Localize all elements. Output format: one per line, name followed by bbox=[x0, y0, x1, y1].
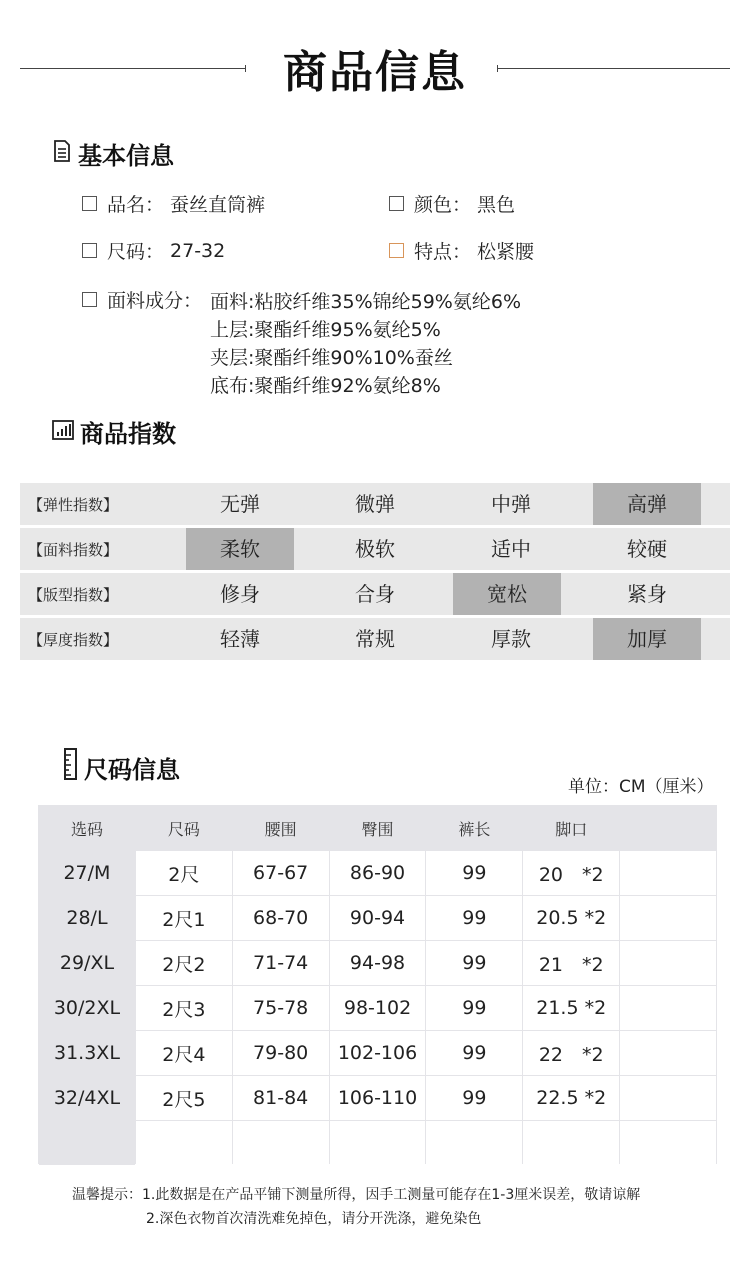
fabric-line: 夹层:聚酯纤维90%10%蚕丝 bbox=[210, 347, 453, 369]
table-cell: 28/L bbox=[39, 896, 135, 940]
table-cell bbox=[620, 1031, 716, 1075]
checkbox-icon bbox=[82, 243, 97, 258]
size-header-row bbox=[39, 806, 716, 850]
table-cell bbox=[233, 1121, 329, 1165]
feature-field bbox=[389, 237, 534, 264]
table-cell bbox=[426, 1121, 522, 1165]
fabric-line: 面料:粘胶纤维35%锦纶59%氨纶6% bbox=[210, 291, 522, 313]
header-cell bbox=[620, 806, 716, 850]
table-cell: 2尺5 bbox=[136, 1076, 232, 1120]
index-option: 微弹 bbox=[355, 492, 395, 516]
header-cell: 裤长 bbox=[426, 806, 522, 850]
basic-info-heading bbox=[52, 136, 174, 171]
table-cell bbox=[330, 1121, 426, 1165]
table-row bbox=[39, 896, 716, 940]
color-label: 颜色： bbox=[414, 194, 472, 216]
table-cell bbox=[523, 1121, 619, 1165]
table-cell: 99 bbox=[426, 851, 522, 895]
table-cell: 22 *2 bbox=[523, 1031, 619, 1075]
index-option: 无弹 bbox=[220, 492, 260, 516]
table-cell bbox=[39, 1121, 135, 1165]
index-option: 轻薄 bbox=[220, 627, 260, 651]
basic-info-title: 基本信息 bbox=[78, 142, 174, 170]
color-value: 黑色 bbox=[477, 194, 516, 216]
table-cell: 20 *2 bbox=[523, 851, 619, 895]
index-option-selected: 高弹 bbox=[593, 483, 701, 525]
row-label: 【版型指数】 bbox=[28, 586, 119, 604]
table-cell bbox=[620, 896, 716, 940]
table-cell bbox=[620, 851, 716, 895]
header-divider-right bbox=[497, 68, 730, 69]
index-option: 适中 bbox=[491, 537, 531, 561]
table-cell: 99 bbox=[426, 1031, 522, 1075]
bar-chart-icon bbox=[52, 418, 74, 446]
table-cell: 22.5 *2 bbox=[523, 1076, 619, 1120]
fit-row bbox=[20, 573, 730, 615]
table-cell: 29/XL bbox=[39, 941, 135, 985]
table-cell: 81-84 bbox=[233, 1076, 329, 1120]
table-cell: 2尺4 bbox=[136, 1031, 232, 1075]
row-label: 【弹性指数】 bbox=[28, 496, 119, 514]
table-cell: 90-94 bbox=[330, 896, 426, 940]
table-cell bbox=[620, 1121, 716, 1165]
index-option: 修身 bbox=[220, 582, 260, 606]
table-row bbox=[39, 986, 716, 1030]
index-option: 厚款 bbox=[491, 627, 531, 651]
table-cell: 20.5 *2 bbox=[523, 896, 619, 940]
header-cell: 尺码 bbox=[136, 806, 232, 850]
row-label: 【面料指数】 bbox=[28, 541, 119, 559]
table-cell: 2尺1 bbox=[136, 896, 232, 940]
page-header bbox=[0, 30, 750, 110]
index-option-selected: 加厚 bbox=[593, 618, 701, 660]
table-cell bbox=[136, 1121, 232, 1165]
table-cell: 99 bbox=[426, 896, 522, 940]
table-cell: 106-110 bbox=[330, 1076, 426, 1120]
table-cell: 21.5 *2 bbox=[523, 986, 619, 1030]
product-name-field bbox=[82, 190, 265, 217]
header-cell: 腰围 bbox=[233, 806, 329, 850]
color-field bbox=[389, 190, 515, 217]
table-cell: 99 bbox=[426, 941, 522, 985]
index-heading bbox=[52, 414, 176, 449]
size-heading bbox=[64, 748, 180, 786]
size-value: 27-32 bbox=[170, 239, 226, 262]
row-label: 【厚度指数】 bbox=[28, 631, 119, 649]
fabric-field bbox=[82, 286, 208, 313]
tip-line-1: 温馨提示：1.此数据是在产品平铺下测量所得，因手工测量可能存在1-3厘米误差，敬请谅解 bbox=[72, 1187, 641, 1203]
index-option: 极软 bbox=[355, 537, 395, 561]
elasticity-row bbox=[20, 483, 730, 525]
table-cell: 21 *2 bbox=[523, 941, 619, 985]
checkbox-icon bbox=[82, 292, 97, 307]
table-cell: 31.3XL bbox=[39, 1031, 135, 1075]
product-name-label: 品名： bbox=[107, 194, 165, 216]
feature-label: 特点： bbox=[414, 241, 472, 263]
index-option: 紧身 bbox=[627, 582, 667, 606]
index-option-selected: 宽松 bbox=[453, 573, 561, 615]
thickness-row bbox=[20, 618, 730, 660]
page-title: 商品信息 bbox=[283, 47, 467, 98]
table-cell: 71-74 bbox=[233, 941, 329, 985]
size-field bbox=[82, 237, 225, 264]
fabric-composition bbox=[210, 288, 521, 400]
document-icon bbox=[52, 140, 72, 168]
table-row bbox=[39, 851, 716, 895]
fabric-line: 底布:聚酯纤维92%氨纶8% bbox=[210, 375, 441, 397]
table-cell bbox=[620, 1076, 716, 1120]
unit-label: 单位：CM（厘米） bbox=[568, 777, 714, 797]
table-cell: 67-67 bbox=[233, 851, 329, 895]
index-option: 中弹 bbox=[491, 492, 531, 516]
index-option: 较硬 bbox=[627, 537, 667, 561]
feature-value: 松紧腰 bbox=[477, 241, 535, 263]
size-table-container bbox=[38, 805, 717, 1164]
index-option-selected: 柔软 bbox=[186, 528, 294, 570]
product-name-value: 蚕丝直筒裤 bbox=[170, 194, 266, 216]
index-title: 商品指数 bbox=[80, 420, 176, 448]
table-cell: 79-80 bbox=[233, 1031, 329, 1075]
table-cell: 75-78 bbox=[233, 986, 329, 1030]
fabric-row bbox=[20, 528, 730, 570]
size-table bbox=[38, 805, 717, 1166]
table-cell: 99 bbox=[426, 986, 522, 1030]
table-cell: 27/M bbox=[39, 851, 135, 895]
header-cell: 臀围 bbox=[330, 806, 426, 850]
header-cell: 选码 bbox=[39, 806, 135, 850]
tip-line-2: 2.深色衣物首次清洗难免掉色，请分开洗涤，避免染色 bbox=[146, 1211, 482, 1227]
index-option: 常规 bbox=[355, 627, 395, 651]
fabric-line: 上层:聚酯纤维95%氨纶5% bbox=[210, 319, 441, 341]
index-table bbox=[20, 483, 730, 663]
checkbox-icon bbox=[389, 243, 404, 258]
ruler-icon bbox=[64, 748, 78, 786]
table-cell: 94-98 bbox=[330, 941, 426, 985]
table-cell bbox=[620, 986, 716, 1030]
size-title: 尺码信息 bbox=[84, 755, 180, 784]
checkbox-icon bbox=[389, 196, 404, 211]
checkbox-icon bbox=[82, 196, 97, 211]
table-cell: 2尺2 bbox=[136, 941, 232, 985]
table-cell: 2尺3 bbox=[136, 986, 232, 1030]
table-cell: 30/2XL bbox=[39, 986, 135, 1030]
table-row bbox=[39, 941, 716, 985]
table-cell: 32/4XL bbox=[39, 1076, 135, 1120]
table-cell: 68-70 bbox=[233, 896, 329, 940]
table-cell: 98-102 bbox=[330, 986, 426, 1030]
table-cell: 86-90 bbox=[330, 851, 426, 895]
table-row bbox=[39, 1076, 716, 1120]
header-cell: 脚口 bbox=[523, 806, 619, 850]
table-cell bbox=[620, 941, 716, 985]
table-cell: 2尺 bbox=[136, 851, 232, 895]
fabric-label: 面料成分： bbox=[107, 290, 203, 312]
table-row bbox=[39, 1031, 716, 1075]
index-option: 合身 bbox=[355, 582, 395, 606]
size-label: 尺码： bbox=[107, 241, 165, 263]
table-cell: 102-106 bbox=[330, 1031, 426, 1075]
table-cell: 99 bbox=[426, 1076, 522, 1120]
table-row bbox=[39, 1121, 716, 1165]
